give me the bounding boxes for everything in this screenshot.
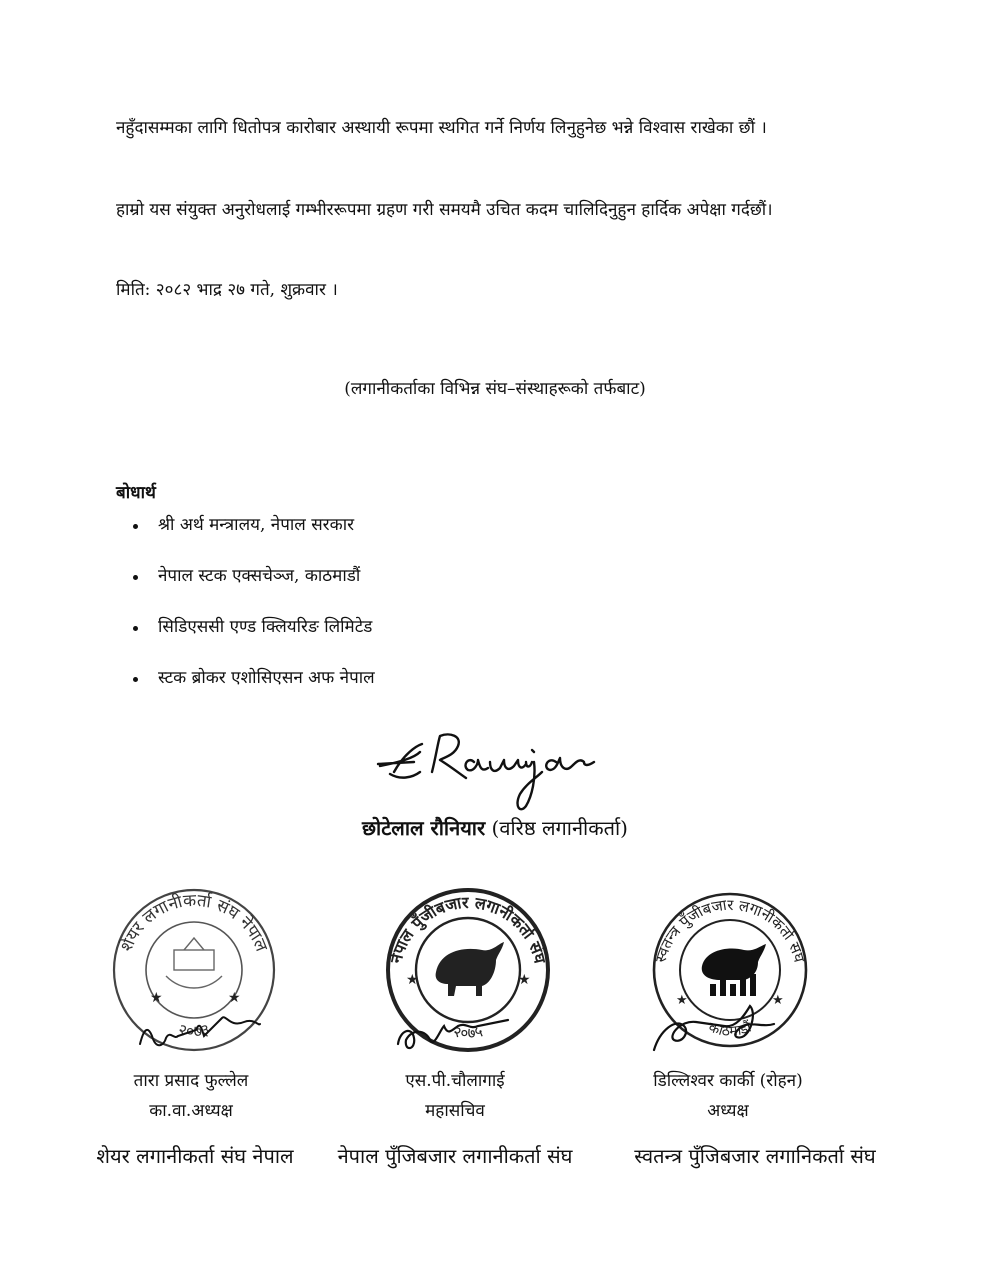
signatory-2-name: एस.पी.चौलागाई	[405, 1071, 505, 1091]
bullet-icon	[133, 677, 138, 682]
handwritten-signature-main	[370, 722, 610, 820]
seal-independent-capital-market-investors-association	[640, 880, 820, 1060]
main-signatory-title: (वरिष्ठ लगानीकर्ता)	[491, 816, 628, 840]
date-line: मिति: २०८२ भाद्र २७ गते, शुक्रवार ।	[116, 280, 338, 300]
signatory-3-name: डिल्लिश्वर कार्की (रोहन)	[653, 1071, 803, 1091]
signatory-1-organization: शेयर लगानीकर्ता संघ नेपाल	[96, 1144, 294, 1168]
seal3-ring-text: स्वतन्त्र पुँजीबजार लगानीकर्ता संघ	[651, 895, 809, 965]
signatory-2-organization: नेपाल पुँजिबजार लगानीकर्ता संघ	[337, 1144, 573, 1168]
signatory-1-name: तारा प्रसाद फुल्लेल	[133, 1071, 249, 1091]
bullet-icon	[133, 626, 138, 631]
cc-item: नेपाल स्टक एक्सचेञ्ज, काठमाडौं	[130, 561, 375, 612]
seal-capital-market-investors-association	[378, 880, 558, 1060]
svg-text:★: ★	[406, 972, 419, 988]
signatory-3-organization: स्वतन्त्र पुँजिबजार लगानिकर्ता संघ	[634, 1144, 876, 1168]
seal1-ring-text: शेयर लगानीकर्ता संघ नेपाल	[116, 890, 272, 955]
signatory-3-role: अध्यक्ष	[707, 1101, 749, 1121]
cc-item: स्टक ब्रोकर एशोसिएसन अफ नेपाल	[130, 663, 375, 714]
main-signatory-name: छोटेलाल रौनियार	[362, 816, 486, 840]
cc-item: श्री अर्थ मन्त्रालय, नेपाल सरकार	[130, 510, 375, 561]
svg-text:★: ★	[228, 990, 241, 1006]
bull-chart-icon	[702, 944, 766, 996]
svg-text:काठमाडौं	[706, 1018, 753, 1040]
svg-text:★: ★	[676, 993, 688, 1008]
on-behalf-line: (लगानीकर्ताका विभिन्न संघ–संस्थाहरूको तर्फबाट)	[344, 379, 646, 399]
seal1-year: २०७३	[176, 1019, 212, 1041]
bull-icon	[436, 942, 504, 996]
bullet-icon	[133, 575, 138, 580]
paragraph-joint-request: हाम्रो यस संयुक्त अनुरोधलाई गम्भीररूपमा ग्रहण गरी समयमै उचित कदम चालिदिनुहुन हार्दिक अपेक्षा गर्दछौं।	[116, 200, 773, 220]
bullet-icon	[133, 524, 138, 529]
signatory-1-role: का.वा.अध्यक्ष	[149, 1101, 233, 1121]
seal2-ring-text: नेपाल पुँजीबजार लगानीकर्ता संघ	[386, 892, 550, 966]
paragraph-closing-request: नहुँदासम्मका लागि धितोपत्र कारोबार अस्थायी रूपमा स्थगित गर्ने निर्णय लिनुहुनेछ भन्ने विश्वास राखेका छौं ।	[116, 118, 767, 138]
cc-heading: बोधार्थ	[116, 483, 156, 503]
main-signatory-line	[0, 814, 990, 841]
seal2-year: २०७५	[451, 1022, 485, 1043]
cc-item: सिडिएससी एण्ड क्लियरिङ लिमिटेड	[130, 612, 375, 663]
seal-share-investors-association	[104, 880, 284, 1060]
svg-text:★: ★	[518, 972, 531, 988]
svg-text:★: ★	[772, 993, 784, 1008]
signatory-2-role: महासचिव	[425, 1101, 485, 1121]
cc-list	[130, 510, 375, 714]
seal3-place: काठमाडौं	[706, 1019, 754, 1040]
svg-text:★: ★	[150, 990, 163, 1006]
